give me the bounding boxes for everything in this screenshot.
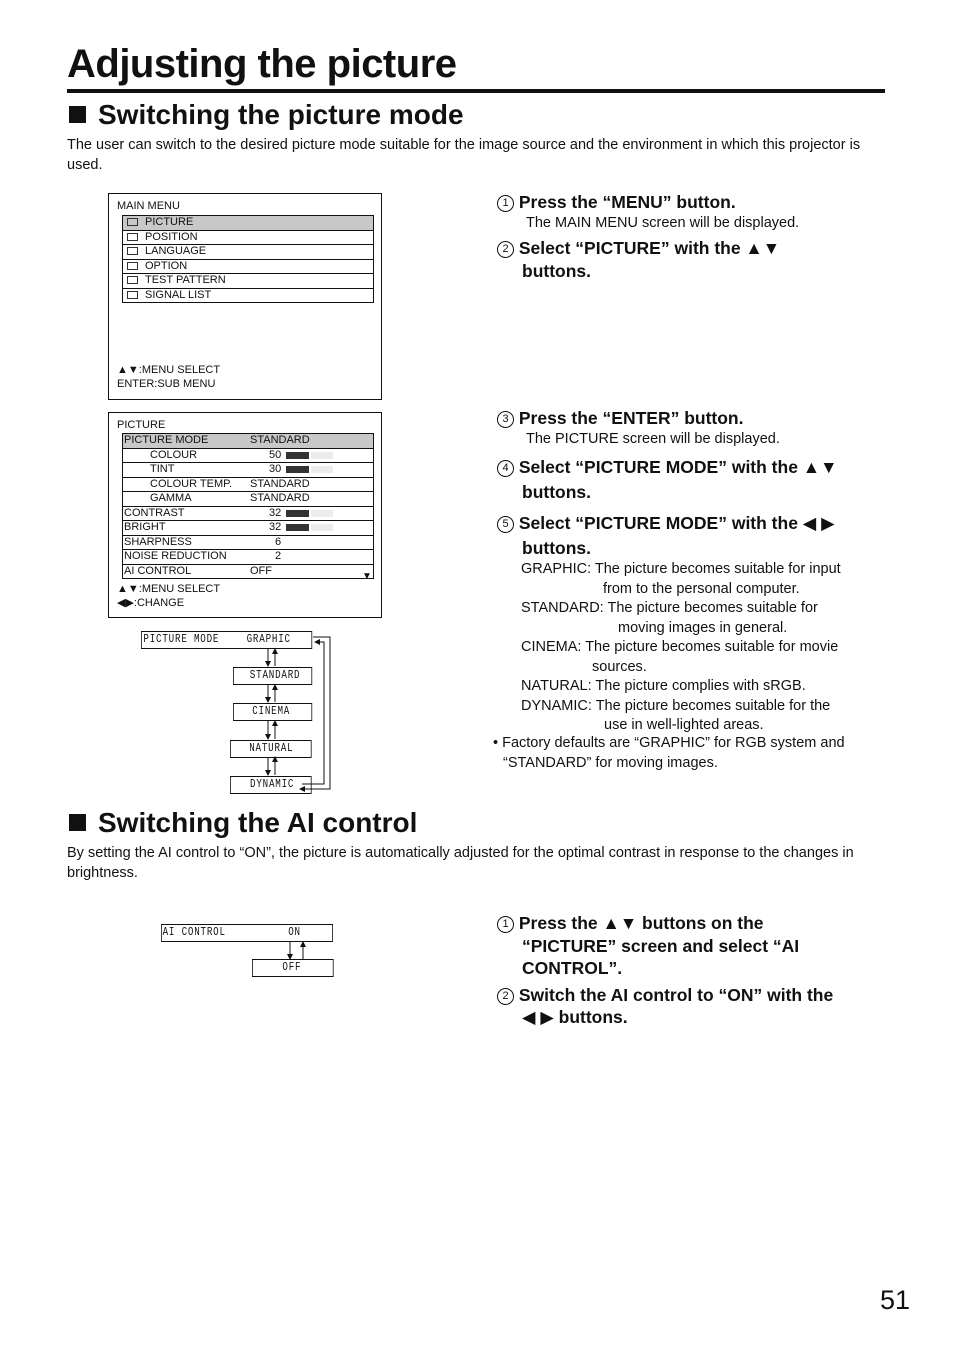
step-1-description: The MAIN MENU screen will be displayed.	[526, 214, 800, 231]
mode-cycle-arrows	[240, 630, 340, 795]
setting-row-picture-mode[interactable]: PICTURE MODE STANDARD	[123, 434, 373, 449]
page-number: 51	[879, 1285, 910, 1315]
mode-desc-standard: STANDARD: The picture becomes suitable for moving images in general.	[521, 600, 818, 636]
menu-item-test-pattern[interactable]: TEST PATTERN	[123, 274, 373, 289]
steps-picture-mode	[497, 191, 887, 282]
step-5: 5 Select “PICTURE MODE” with the ◀ ▶ buttons.	[497, 511, 892, 561]
screen-footer-change: ◀▶:CHANGE	[117, 597, 185, 609]
step-2: 2 Select “PICTURE” with the ▲▼ buttons.	[497, 237, 852, 282]
menu-item-position[interactable]: POSITION	[123, 231, 373, 246]
ai-step-1: 1 Press the ▲▼ buttons on the “PICTURE” screen and select “AI CONTROL”.	[497, 912, 887, 980]
step-3-description: The PICTURE screen will be displayed.	[526, 430, 780, 447]
square-bullet-icon	[69, 814, 86, 831]
step-1: 1 Press the “MENU” button.	[497, 191, 887, 214]
level-bar	[286, 466, 309, 473]
mode-desc-natural: NATURAL: The picture complies with sRGB.	[521, 678, 806, 694]
factory-defaults-note: • Factory defaults are “GRAPHIC” for RGB system and “STANDARD” for moving images.	[493, 735, 845, 771]
screen-footer-select: ▲▼:MENU SELECT	[117, 583, 221, 595]
mode-box-standard: STANDARD	[233, 667, 312, 685]
ai-toggle-arrows	[280, 940, 320, 962]
section-intro-ai-control: By setting the AI control to “ON”, the picture is automatically adjusted for the optimal contrast in response to the changes in brightness.	[67, 845, 854, 881]
steps-picture-mode-continued	[497, 407, 887, 561]
steps-ai-control	[497, 912, 887, 1029]
level-bar	[286, 524, 309, 531]
main-menu-list	[122, 215, 374, 303]
option-icon	[127, 262, 138, 270]
setting-row-bright[interactable]: BRIGHT 32	[123, 521, 373, 536]
title-rule	[67, 89, 885, 93]
step-3: 3 Press the “ENTER” button.	[497, 407, 887, 430]
menu-item-signal-list[interactable]: SIGNAL LIST	[123, 289, 373, 303]
main-menu-screen	[108, 193, 382, 400]
test-pattern-icon	[127, 276, 138, 284]
page-title: Adjusting the picture	[67, 42, 457, 86]
section-title-ai-control: Switching the AI control	[69, 806, 417, 840]
setting-row-sharpness[interactable]: SHARPNESS 6	[123, 536, 373, 551]
section-intro-picture-mode: The user can switch to the desired picture mode suitable for the image source and the environment in which this projector is used.	[67, 137, 861, 173]
scroll-down-arrow-icon: ▼	[362, 571, 372, 582]
mode-desc-graphic: GRAPHIC: The picture becomes suitable for input from to the personal computer.	[521, 561, 841, 597]
step-4: 4 Select “PICTURE MODE” with the ▲▼ buttons.	[497, 455, 892, 505]
picture-screen	[108, 412, 382, 618]
screen-header: MAIN MENU	[117, 200, 180, 212]
menu-item-picture[interactable]: PICTURE	[123, 216, 373, 231]
signal-list-icon	[127, 291, 138, 299]
setting-row-contrast[interactable]: CONTRAST 32	[123, 507, 373, 522]
mode-box-dynamic: DYNAMIC	[230, 776, 312, 794]
position-icon	[127, 233, 138, 241]
mode-descriptions	[521, 560, 891, 736]
menu-item-language[interactable]: LANGUAGE	[123, 245, 373, 260]
ai-option-box-off: OFF	[252, 959, 334, 977]
level-bar	[286, 452, 309, 459]
picture-icon	[127, 218, 138, 226]
ai-diagram-label-box: AI CONTROL ON	[161, 924, 333, 942]
mode-desc-dynamic: DYNAMIC: The picture becomes suitable for the use in well-lighted areas.	[521, 697, 831, 733]
language-icon	[127, 247, 138, 255]
setting-row-gamma[interactable]: GAMMA STANDARD	[123, 492, 373, 507]
menu-item-option[interactable]: OPTION	[123, 260, 373, 275]
square-bullet-icon	[69, 106, 86, 123]
setting-row-colour[interactable]: COLOUR 50	[123, 449, 373, 464]
section-title-picture-mode: Switching the picture mode	[69, 98, 464, 132]
setting-row-tint[interactable]: TINT 30	[123, 463, 373, 478]
screen-header: PICTURE	[117, 419, 166, 431]
mode-box-cinema: CINEMA	[233, 703, 312, 721]
mode-diagram-label-box: PICTURE MODE GRAPHIC	[141, 631, 312, 649]
screen-footer-select: ▲▼:MENU SELECT	[117, 364, 221, 376]
setting-row-ai-control[interactable]: AI CONTROL OFF	[124, 564, 272, 577]
setting-row-colour-temp[interactable]: COLOUR TEMP. STANDARD	[123, 478, 373, 493]
picture-settings-list	[122, 433, 374, 579]
ai-step-2: 2 Switch the AI control to “ON” with the ◀ ▶ buttons.	[497, 984, 887, 1029]
mode-box-natural: NATURAL	[230, 740, 312, 758]
level-bar	[286, 510, 309, 517]
screen-footer-enter: ENTER:SUB MENU	[117, 378, 216, 390]
setting-row-noise-reduction[interactable]: NOISE REDUCTION 2	[123, 550, 373, 565]
mode-desc-cinema: CINEMA: The picture becomes suitable for movie sources.	[521, 639, 839, 675]
